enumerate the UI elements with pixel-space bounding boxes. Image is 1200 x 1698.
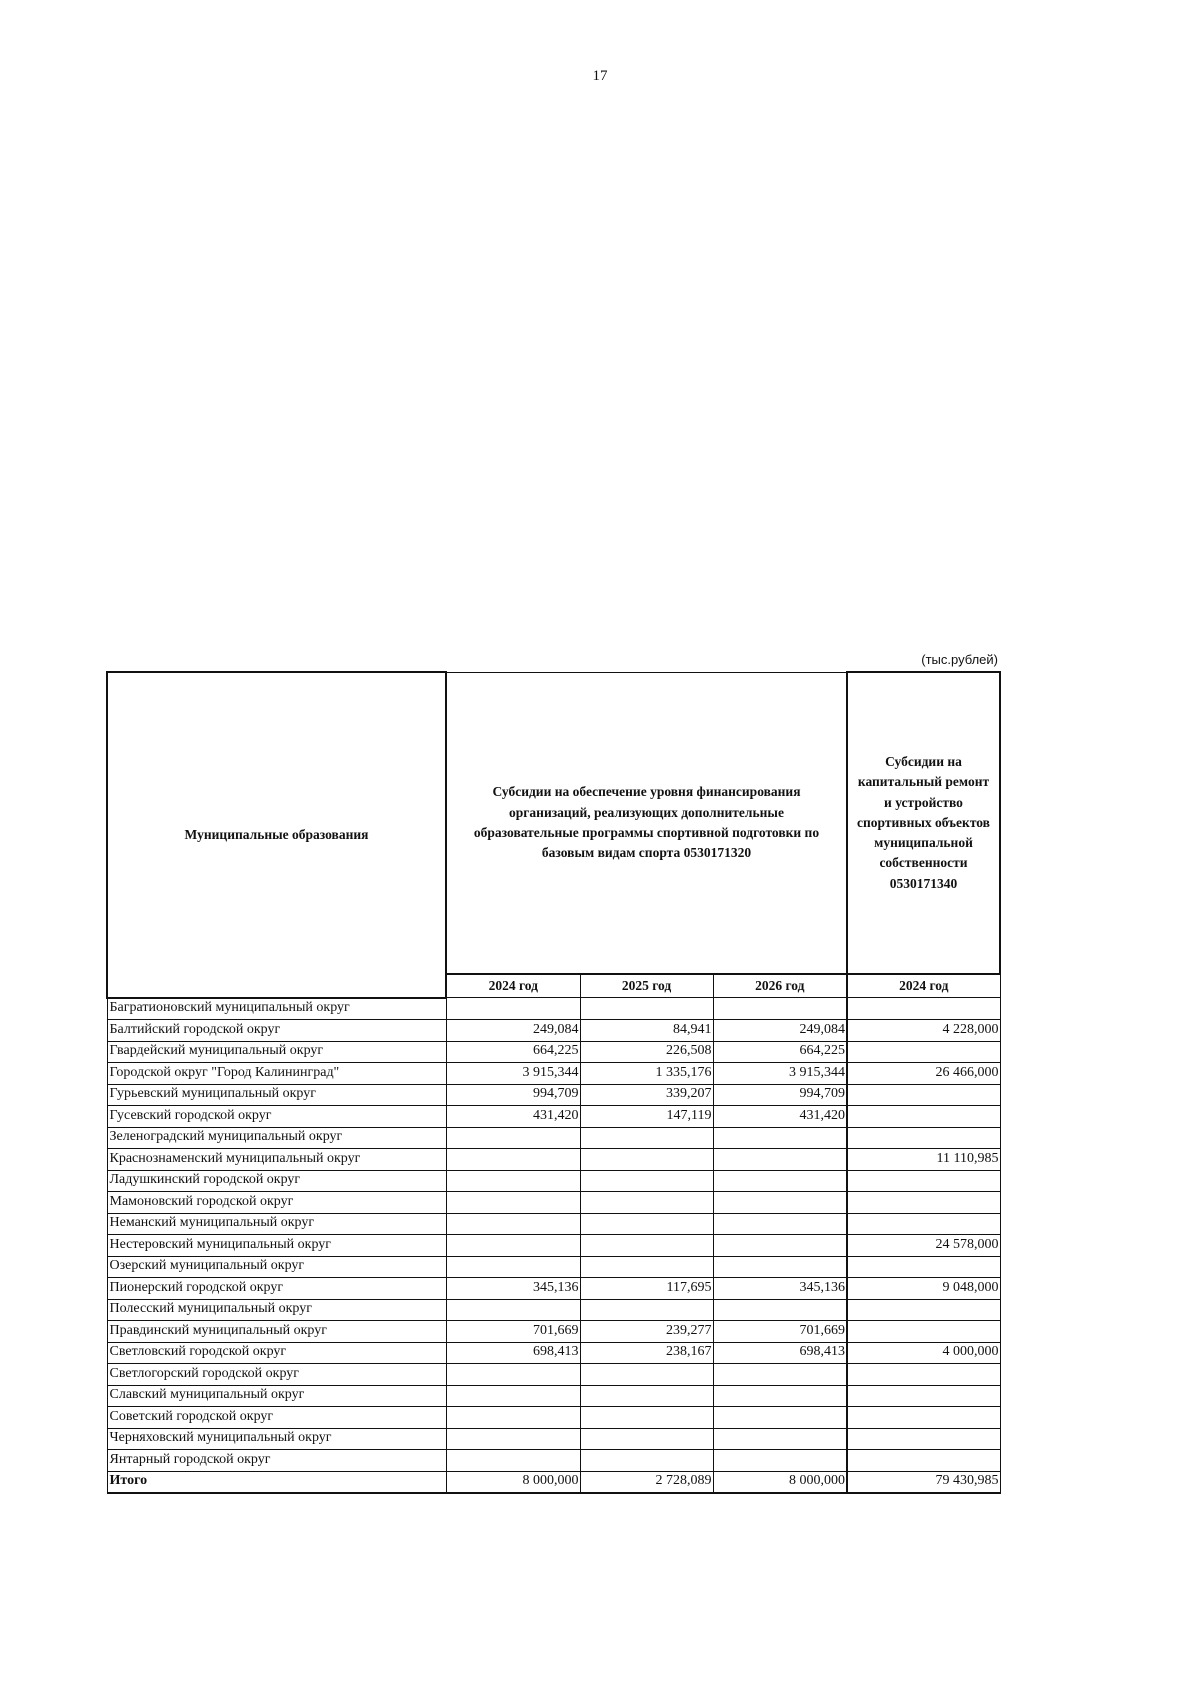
- value-financing-2026: [713, 1149, 847, 1171]
- value-financing-2024: 664,225: [446, 1041, 580, 1063]
- value-financing-2026: 701,669: [713, 1321, 847, 1343]
- subsidy-table: [106, 671, 1001, 1494]
- value-repair-2024: 26 466,000: [847, 1063, 1000, 1085]
- value-financing-2024: [446, 1170, 580, 1192]
- value-financing-2026: [713, 1364, 847, 1386]
- value-financing-2026: [713, 1235, 847, 1257]
- value-financing-2024: [446, 1407, 580, 1429]
- municipality-name: Янтарный городской округ: [107, 1450, 446, 1472]
- value-repair-2024: [847, 1041, 1000, 1063]
- value-repair-2024: 11 110,985: [847, 1149, 1000, 1171]
- value-financing-2025: [580, 1192, 713, 1214]
- value-repair-2024: [847, 1364, 1000, 1386]
- header-year: 2025 год: [580, 974, 713, 998]
- municipality-name: Светловский городской округ: [107, 1342, 446, 1364]
- value-financing-2024: 994,709: [446, 1084, 580, 1106]
- value-financing-2026: [713, 1192, 847, 1214]
- value-financing-2025: 147,119: [580, 1106, 713, 1128]
- value-financing-2026: [713, 1213, 847, 1235]
- header-subsidy-financing: Субсидии на обеспечение уровня финансирования организаций, реализующих дополнительные образовательные программы спортивной подготовки по базовым видам спорта 0530171320: [446, 672, 847, 974]
- value-financing-2025: 117,695: [580, 1278, 713, 1300]
- value-repair-2024: 4 000,000: [847, 1342, 1000, 1364]
- total-row: [107, 1471, 1000, 1493]
- municipality-name: Гурьевский муниципальный округ: [107, 1084, 446, 1106]
- value-financing-2024: 3 915,344: [446, 1063, 580, 1085]
- value-financing-2024: [446, 1192, 580, 1214]
- table-row: [107, 1278, 1000, 1300]
- value-financing-2024: [446, 1428, 580, 1450]
- table-row: [107, 1084, 1000, 1106]
- value-financing-2024: 698,413: [446, 1342, 580, 1364]
- value-financing-2026: 994,709: [713, 1084, 847, 1106]
- table-body: [107, 998, 1000, 1494]
- header-subsidy-repair: Субсидии на капитальный ремонт и устройство спортивных объектов муниципальной собственности 0530171340: [847, 672, 1000, 974]
- value-repair-2024: [847, 998, 1000, 1020]
- value-financing-2024: 431,420: [446, 1106, 580, 1128]
- municipality-name: Багратионовский муниципальный округ: [107, 998, 446, 1020]
- municipality-name: Советский городской округ: [107, 1407, 446, 1429]
- table-row: [107, 1170, 1000, 1192]
- value-financing-2026: [713, 998, 847, 1020]
- value-repair-2024: [847, 1084, 1000, 1106]
- municipality-name: Ладушкинский городской округ: [107, 1170, 446, 1192]
- value-repair-2024: [847, 1170, 1000, 1192]
- table-row: [107, 1407, 1000, 1429]
- units-note: (тыс.рублей): [921, 652, 998, 667]
- value-financing-2025: [580, 1127, 713, 1149]
- value-repair-2024: [847, 1407, 1000, 1429]
- value-financing-2025: [580, 1450, 713, 1472]
- municipality-name: Нестеровский муниципальный округ: [107, 1235, 446, 1257]
- table-row: [107, 1149, 1000, 1171]
- municipality-name: Славский муниципальный округ: [107, 1385, 446, 1407]
- value-repair-2024: [847, 1299, 1000, 1321]
- value-financing-2025: 2 728,089: [580, 1471, 713, 1493]
- value-repair-2024: 9 048,000: [847, 1278, 1000, 1300]
- value-financing-2024: [446, 1450, 580, 1472]
- value-repair-2024: [847, 1450, 1000, 1472]
- value-financing-2026: 249,084: [713, 1020, 847, 1042]
- value-financing-2025: 239,277: [580, 1321, 713, 1343]
- value-repair-2024: [847, 1106, 1000, 1128]
- value-repair-2024: [847, 1428, 1000, 1450]
- value-financing-2024: [446, 1364, 580, 1386]
- value-repair-2024: [847, 1321, 1000, 1343]
- municipality-name: Озерский муниципальный округ: [107, 1256, 446, 1278]
- municipality-name: Краснознаменский муниципальный округ: [107, 1149, 446, 1171]
- municipality-name: Черняховский муниципальный округ: [107, 1428, 446, 1450]
- value-repair-2024: 79 430,985: [847, 1471, 1000, 1493]
- value-financing-2024: [446, 1256, 580, 1278]
- value-repair-2024: [847, 1192, 1000, 1214]
- value-financing-2024: [446, 998, 580, 1020]
- municipality-name: Гусевский городской округ: [107, 1106, 446, 1128]
- value-financing-2025: [580, 1407, 713, 1429]
- table-row: [107, 1299, 1000, 1321]
- table-row: [107, 1342, 1000, 1364]
- page-number: 17: [592, 68, 608, 84]
- value-financing-2026: 698,413: [713, 1342, 847, 1364]
- table-row: [107, 1127, 1000, 1149]
- value-financing-2025: [580, 1235, 713, 1257]
- table-row: [107, 1450, 1000, 1472]
- value-financing-2025: [580, 1149, 713, 1171]
- header-year: 2026 год: [713, 974, 847, 998]
- value-financing-2026: [713, 1127, 847, 1149]
- municipality-name: Пионерский городской округ: [107, 1278, 446, 1300]
- value-financing-2025: [580, 1213, 713, 1235]
- value-financing-2026: [713, 1170, 847, 1192]
- municipality-name: Гвардейский муниципальный округ: [107, 1041, 446, 1063]
- value-financing-2026: [713, 1256, 847, 1278]
- value-financing-2026: 3 915,344: [713, 1063, 847, 1085]
- total-label: Итого: [107, 1471, 446, 1493]
- table-row: [107, 1321, 1000, 1343]
- header-municipality: Муниципальные образования: [107, 672, 446, 998]
- table-row: [107, 1256, 1000, 1278]
- table-row: [107, 1106, 1000, 1128]
- value-repair-2024: [847, 1256, 1000, 1278]
- header-year: 2024 год: [446, 974, 580, 998]
- table-row: [107, 1385, 1000, 1407]
- value-financing-2025: 339,207: [580, 1084, 713, 1106]
- value-repair-2024: [847, 1213, 1000, 1235]
- municipality-name: Правдинский муниципальный округ: [107, 1321, 446, 1343]
- table-row: [107, 998, 1000, 1020]
- municipality-name: Мамоновский городской округ: [107, 1192, 446, 1214]
- value-financing-2026: [713, 1299, 847, 1321]
- value-financing-2025: [580, 1256, 713, 1278]
- value-financing-2024: 701,669: [446, 1321, 580, 1343]
- value-financing-2024: [446, 1299, 580, 1321]
- municipality-name: Балтийский городской округ: [107, 1020, 446, 1042]
- table-row: [107, 1213, 1000, 1235]
- value-financing-2024: [446, 1127, 580, 1149]
- table-row: [107, 1428, 1000, 1450]
- table-row: [107, 1063, 1000, 1085]
- value-financing-2026: [713, 1407, 847, 1429]
- table-row: [107, 1192, 1000, 1214]
- municipality-name: Неманский муниципальный округ: [107, 1213, 446, 1235]
- municipality-name: Светлогорский городской округ: [107, 1364, 446, 1386]
- value-financing-2024: [446, 1235, 580, 1257]
- table-row: [107, 1235, 1000, 1257]
- table-row: [107, 1364, 1000, 1386]
- value-repair-2024: [847, 1127, 1000, 1149]
- value-financing-2025: [580, 1428, 713, 1450]
- value-financing-2025: 226,508: [580, 1041, 713, 1063]
- value-financing-2025: [580, 1299, 713, 1321]
- header-year: 2024 год: [847, 974, 1000, 998]
- value-financing-2024: [446, 1213, 580, 1235]
- value-financing-2024: [446, 1385, 580, 1407]
- value-financing-2024: 249,084: [446, 1020, 580, 1042]
- value-financing-2025: 1 335,176: [580, 1063, 713, 1085]
- value-financing-2026: 431,420: [713, 1106, 847, 1128]
- value-financing-2024: [446, 1149, 580, 1171]
- value-financing-2025: 238,167: [580, 1342, 713, 1364]
- value-financing-2024: 8 000,000: [446, 1471, 580, 1493]
- value-financing-2026: [713, 1428, 847, 1450]
- value-financing-2025: 84,941: [580, 1020, 713, 1042]
- municipality-name: Зеленоградский муниципальный округ: [107, 1127, 446, 1149]
- value-financing-2026: [713, 1450, 847, 1472]
- value-financing-2025: [580, 1170, 713, 1192]
- value-financing-2026: 664,225: [713, 1041, 847, 1063]
- value-financing-2025: [580, 998, 713, 1020]
- value-financing-2025: [580, 1385, 713, 1407]
- municipality-name: Полесский муниципальный округ: [107, 1299, 446, 1321]
- municipality-name: Городской округ "Город Калининград": [107, 1063, 446, 1085]
- value-financing-2026: 8 000,000: [713, 1471, 847, 1493]
- value-financing-2026: [713, 1385, 847, 1407]
- value-repair-2024: 24 578,000: [847, 1235, 1000, 1257]
- value-repair-2024: 4 228,000: [847, 1020, 1000, 1042]
- value-financing-2025: [580, 1364, 713, 1386]
- value-repair-2024: [847, 1385, 1000, 1407]
- table-row: [107, 1041, 1000, 1063]
- value-financing-2024: 345,136: [446, 1278, 580, 1300]
- value-financing-2026: 345,136: [713, 1278, 847, 1300]
- table-row: [107, 1020, 1000, 1042]
